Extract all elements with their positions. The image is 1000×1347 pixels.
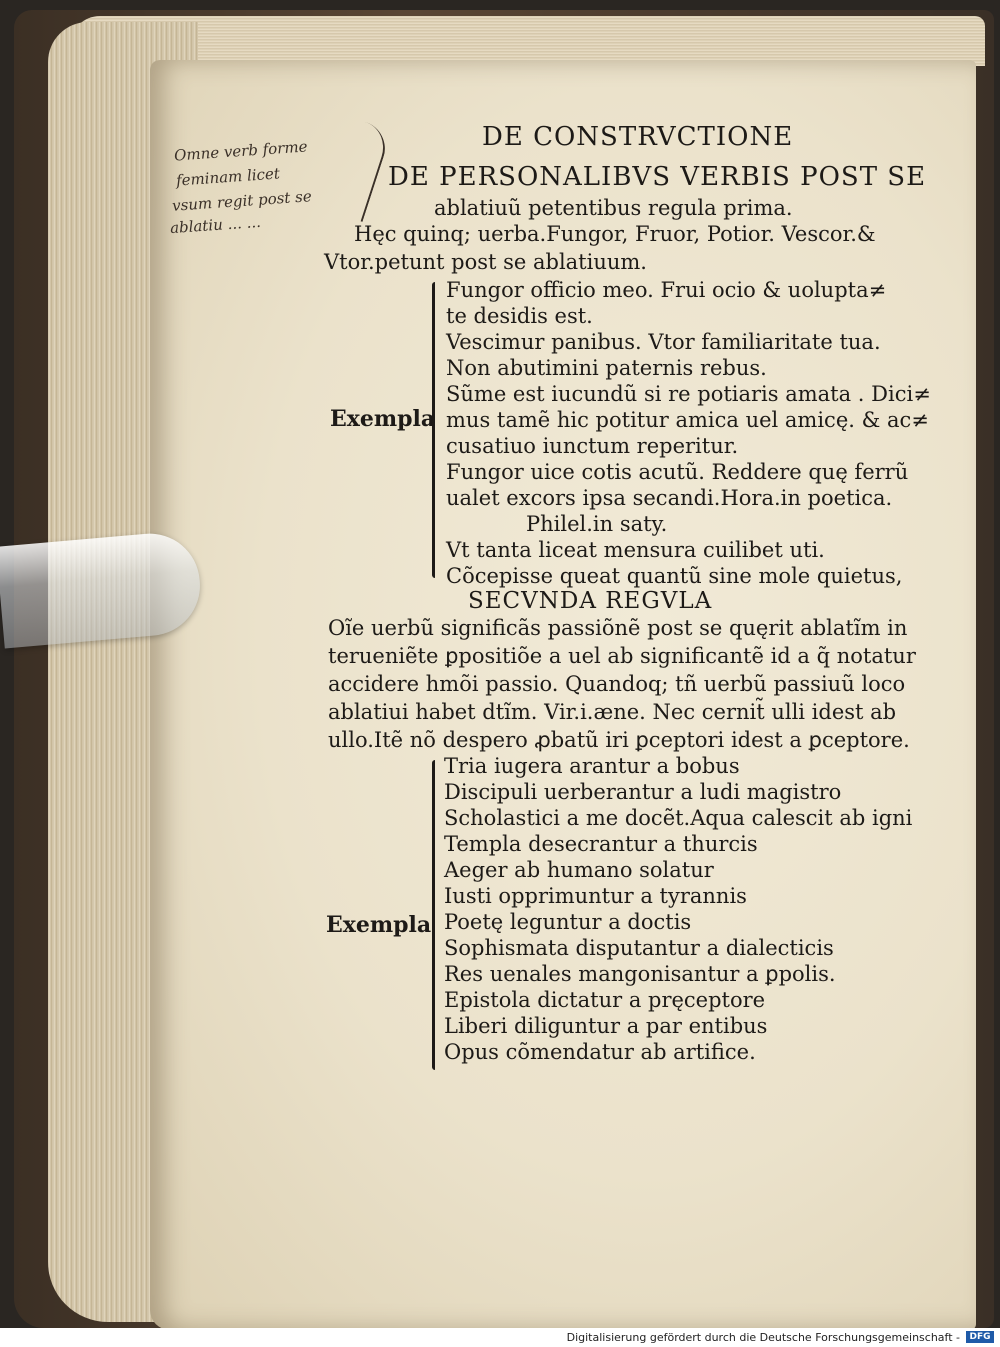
example-line: Templa desecrantur a thurcis (444, 832, 758, 856)
page-edges-top (70, 16, 985, 66)
example-line: Fungor officio meo. Frui ocio & uolupta≠ (446, 278, 887, 302)
rule-text: Vtor.petunt post se ablatiuum. (324, 250, 647, 274)
example-line: Sophismata disputantur a dialecticis (444, 936, 834, 960)
example-line: ualet excors ipsa secandi.Hora.in poetica. (446, 486, 893, 510)
marginalia-line: ablatiu ... ... (169, 212, 262, 238)
dfg-logo-icon: DFG (966, 1331, 994, 1343)
example-line: Vt tanta liceat mensura cuilibet uti. (446, 538, 825, 562)
rule-heading: ablatiuũ petentibus regula prima. (434, 196, 793, 220)
marginalia-line: Omne verb forme (173, 137, 309, 165)
example-line: cusatiuo iunctum reperitur. (446, 434, 739, 458)
rule-text: accidere hmõi passio. Quandoq; tñ uerbũ passiuũ loco (328, 672, 906, 696)
chapter-heading: DE PERSONALIBVS VERBIS POST SE (388, 162, 927, 192)
exempla-label: Exempla (330, 406, 436, 432)
example-line: Liberi diliguntur a par entibus (444, 1014, 768, 1038)
rule-heading: SECVNDA REGVLA (468, 588, 713, 614)
rule-text: Oĩe uerbũ significãs passiõnẽ post se quęrit ablatĩm in (328, 616, 908, 640)
example-line: te desidis est. (446, 304, 593, 328)
marginalia-line: vsum regit post se (171, 187, 313, 215)
example-line: Vescimur panibus. Vtor familiaritate tua. (446, 330, 881, 354)
section-heading: DE CONSTRVCTIONE (482, 122, 794, 152)
example-line: Non abutimini paternis rebus. (446, 356, 767, 380)
exempla-label: Exempla (326, 912, 432, 938)
example-line: Opus cõmendatur ab artifice. (444, 1040, 756, 1064)
rule-text: ullo.Itẽ nõ despero ꝓbatũ iri ꝑceptori idest a ꝑceptore. (328, 728, 910, 752)
footer-bar (0, 1328, 1000, 1347)
example-line: Philel.in saty. (526, 512, 668, 536)
example-line: Fungor uice cotis acutũ. Reddere quę ferrũ (446, 460, 909, 484)
funding-credit: Digitalisierung gefördert durch die Deutsche Forschungsgemeinschaft - (566, 1331, 960, 1344)
example-line: Aeger ab humano solatur (444, 858, 714, 882)
example-line: Sũme est iucundũ si re potiaris amata . Dici≠ (446, 382, 931, 406)
rule-text: Hęc quinq; uerba.Fungor, Fruor, Potior. Vescor.& (354, 222, 876, 246)
example-line: Epistola dictatur a pręceptore (444, 988, 766, 1012)
brace-bracket (432, 282, 435, 578)
example-line: Tria iugera arantur a bobus (444, 754, 740, 778)
brace-bracket (432, 760, 435, 1070)
example-line: mus tamẽ hic potitur amica uel amicę. & ac≠ (446, 408, 929, 432)
example-line: Iusti opprimuntur a tyrannis (444, 884, 747, 908)
rule-text: terueniẽte ꝑpositiõe a uel ab significantẽ id a q̃ notatur (328, 644, 916, 668)
example-line: Res uenales mangonisantur a ꝑpolis. (444, 962, 836, 986)
rule-text: ablatiui habet dtĩm. Vir.i.æne. Nec cernit̃ ulli idest ab (328, 700, 897, 724)
example-line: Discipuli uerberantur a ludi magistro (444, 780, 842, 804)
example-line: Poetę leguntur a doctis (444, 910, 692, 934)
marginalia-line: feminam licet (175, 164, 281, 190)
example-line: Scholastici a me docẽt.Aqua calescit ab igni (444, 806, 913, 830)
book-page (150, 60, 976, 1330)
example-line: Cõcepisse queat quantũ sine mole quietus, (446, 564, 903, 588)
